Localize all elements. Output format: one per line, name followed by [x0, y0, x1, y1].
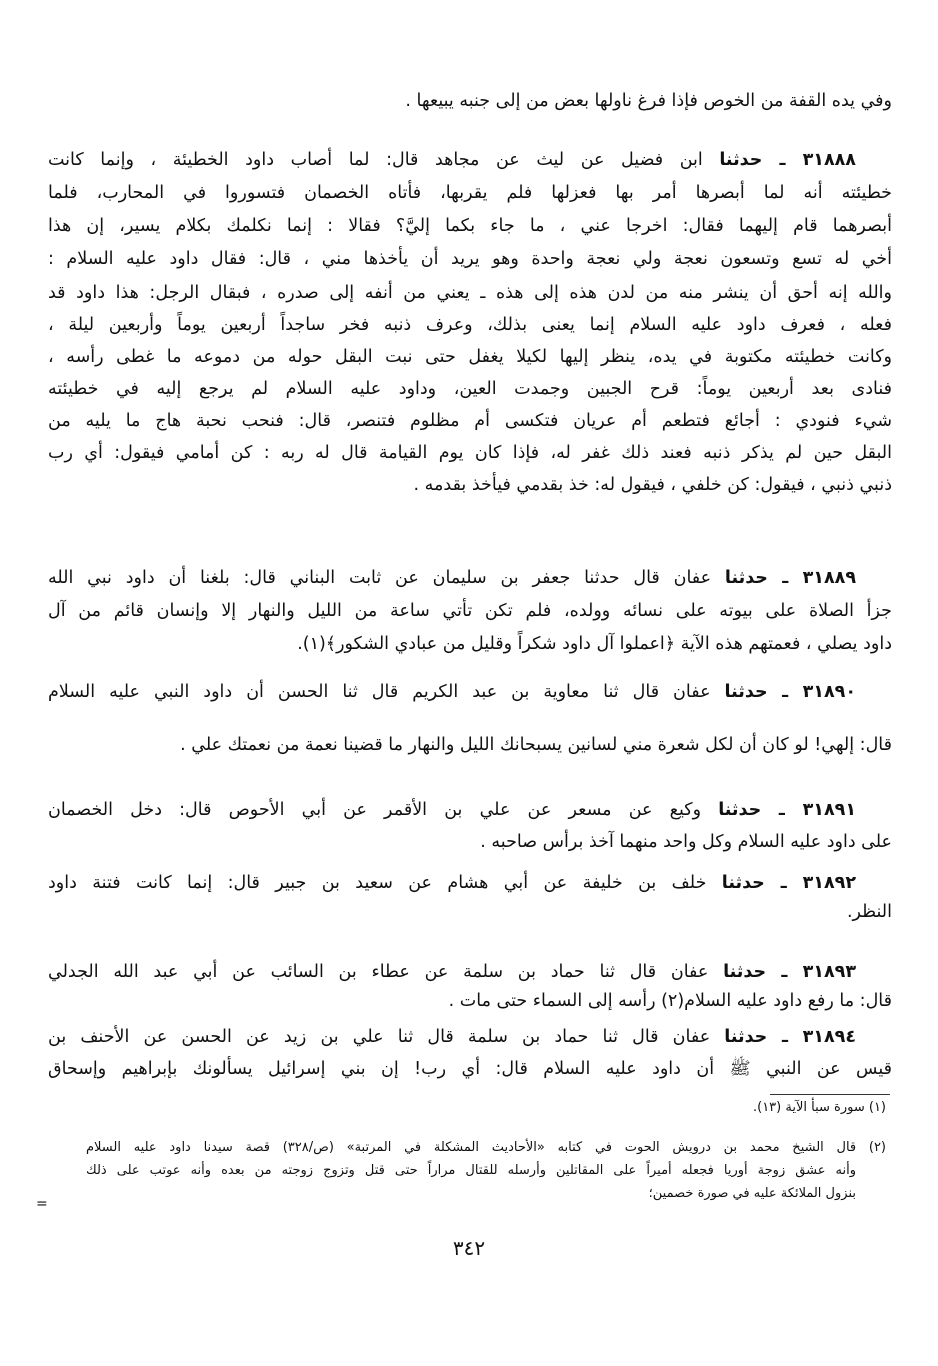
line-text: النظر.: [846, 902, 892, 922]
line-text: داود يصلي ، فعمتهم هذه الآية ﴿اعملوا آل داود شكراً وقليل من عبادي الشكور﴾(١).: [297, 634, 892, 654]
hadith-number: ٣١٨٩٤ ـ حدثنا: [724, 1027, 856, 1047]
hadith-start-line: [48, 868, 892, 898]
line-text: على داود عليه السلام وكل واحد منهما آخذ برأس صاحبه .: [480, 832, 892, 852]
line-text: والله إنه أحق أن ينشر منه من لدن هذه إلى هذه ـ يعني من أنفه إلى صدره ، فبقال الرجل: هذا داود قد: [48, 283, 892, 303]
hadith-start-line: [48, 677, 892, 707]
text-line: [48, 406, 892, 436]
hadith-start-line: [48, 795, 892, 825]
hadith-start-line: [48, 957, 892, 987]
line-text: جزأ الصلاة على بيوته على نسائه وولده، فلم تكن تأتي ساعة من الليل والنهار إلا وإنسان قائم من آل: [48, 601, 892, 621]
text-line: [48, 470, 892, 500]
text-line: [48, 730, 892, 760]
text-line: [48, 827, 892, 857]
line-text: عفان قال حدثنا جعفر بن سليمان عن ثابت البناني قال: بلغنا أن داود نبي الله: [48, 568, 725, 588]
footnote-line: (١) سورة سبأ الآية (١٣).: [752, 1100, 886, 1115]
line-text: قال: إلهي! لو كان أن لكل شعرة مني لسانين يسبحانك الليل والنهار ما قضينا نعمة من نعمتك علي .: [180, 735, 892, 755]
line-text: وفي يده القفة من الخوص فإذا فرغ ناولها بعض من إلى جنبه يبيعها .: [405, 91, 892, 111]
text-line: [48, 86, 892, 116]
line-text: قيس عن النبي ﷺ أن داود عليه السلام قال: أي رب! إن بني إسرائيل يسألونك بإبراهيم وإسحاق: [48, 1059, 892, 1079]
line-text: البقل حين لم يذكر ذنبه فعند ذلك غفر له، فإذا كان يوم القيامة قال له ربه : كن أمامي فيقول: أي رب: [48, 443, 892, 463]
text-line: [48, 342, 892, 372]
hadith-number: ٣١٨٩٢ ـ حدثنا: [721, 873, 856, 893]
line-text: ذنبي ذنبي ، فيقول: كن خلفي ، فيقول له: خذ بقدمي فيأخذ بقدمه .: [413, 475, 892, 495]
text-line: [48, 438, 892, 468]
line-text: عفان قال ثنا معاوية بن عبد الكريم قال ثنا الحسن أن داود النبي عليه السلام: [48, 682, 725, 702]
line-text: وكيع عن مسعر عن علي بن الأقمر عن أبي الأحوص قال: دخل الخصمان: [48, 800, 719, 820]
text-line: [48, 374, 892, 404]
line-text: أبصرهما قام إليهما فقال: اخرجا عني ، ما جاء بكما إليَّ؟ فقالا : إنما نكلمك بكلام يسير، إن هذا: [48, 216, 892, 236]
line-text: ابن فضيل عن ليث عن مجاهد قال: لما أصاب داود الخطيئة ، وإنما كانت: [48, 150, 720, 170]
hadith-number: ٣١٨٨٨ ـ حدثنا: [719, 150, 856, 170]
hadith-start-line: [48, 1022, 892, 1052]
hadith-number: ٣١٨٨٩ ـ حدثنا: [724, 568, 856, 588]
footnote-line: (٢) قال الشيخ محمد بن درويش الحوت في كتابه «الأحاديث المشكلة في المرتبة» (ص/٣٢٨) قصة سيدنا داود عليه السلام: [86, 1140, 886, 1155]
line-text: قال: ما رفع داود عليه السلام(٢) رأسه إلى السماء حتى مات .: [448, 991, 892, 1011]
line-text: عفان قال ثنا حماد بن سلمة قال ثنا علي بن زيد عن الحسن عن الأحنف بن: [48, 1027, 725, 1047]
text-line: [48, 897, 892, 927]
text-line: [48, 211, 892, 241]
hadith-number: ٣١٨٩١ ـ حدثنا: [718, 800, 856, 820]
footnote-divider: [770, 1094, 890, 1095]
line-text: خلف بن خليفة عن أبي هشام عن سعيد بن جبير قال: إنما كانت فتنة داود: [48, 873, 722, 893]
hadith-start-line: [48, 145, 892, 175]
text-line: [48, 278, 892, 308]
line-text: خطيئته أنه لما أبصرها أمر بها فعزلها فلم يقربها، فأتاه الخصمان فتسوروا في المحارب، فلما: [48, 183, 892, 203]
line-text: فعله ، فعرف داود عليه السلام إنما يعنى بذلك، وعرف ذنبه فخر ساجداً أربعين يوماً وأربعين ليلة ،: [48, 315, 892, 335]
text-line: [48, 178, 892, 208]
text-line: [48, 629, 892, 659]
text-line: [48, 1054, 892, 1084]
line-text: وكانت خطيئته مكتوبة في يده، ينظر إليها لكيلا يغفل حتى نبت البقل حوله من دموعه ما غطى رأسه ،: [48, 347, 892, 367]
line-text: فنادى بعد أربعين يوماً: قرح الجبين وجمدت العين، وداود عليه السلام لم يرجع إليه في خطيئته: [48, 379, 892, 399]
hadith-number: ٣١٨٩٠ ـ حدثنا: [724, 682, 856, 702]
line-text: أخي له تسع وتسعون نعجة ولي نعجة واحدة وهو يريد أن يأخذها مني ، قال: فقال داود عليه السلام :: [48, 249, 892, 269]
text-line: [48, 596, 892, 626]
line-text: شيء فنودي : أجائع فتطعم أم عريان فتكسى أم مظلوم فتنصر، قال: فنحب نحبة هاج ما يليه من: [48, 411, 892, 431]
footnote-line: بنزول الملائكة عليه في صورة خصمين؛: [648, 1186, 856, 1201]
hadith-number: ٣١٨٩٣ ـ حدثنا: [723, 962, 856, 982]
text-line: [48, 244, 892, 274]
hadith-start-line: [48, 563, 892, 593]
footnote-line: وأنه عشق زوجة أوريا فجعله أميراً على المقاتلين وأرسله للقتال مراراً حتى قتل وتزوج زوجته من بعده وأنه عوتب على ذلك: [86, 1163, 856, 1178]
text-line: [48, 310, 892, 340]
page-number: ٣٤٢: [452, 1236, 486, 1260]
continuation-mark: =: [36, 1196, 48, 1212]
line-text: عفان قال ثنا حماد بن سلمة عن عطاء بن السائب عن أبي عبد الله الجدلي: [48, 962, 724, 982]
text-line: [48, 986, 892, 1016]
